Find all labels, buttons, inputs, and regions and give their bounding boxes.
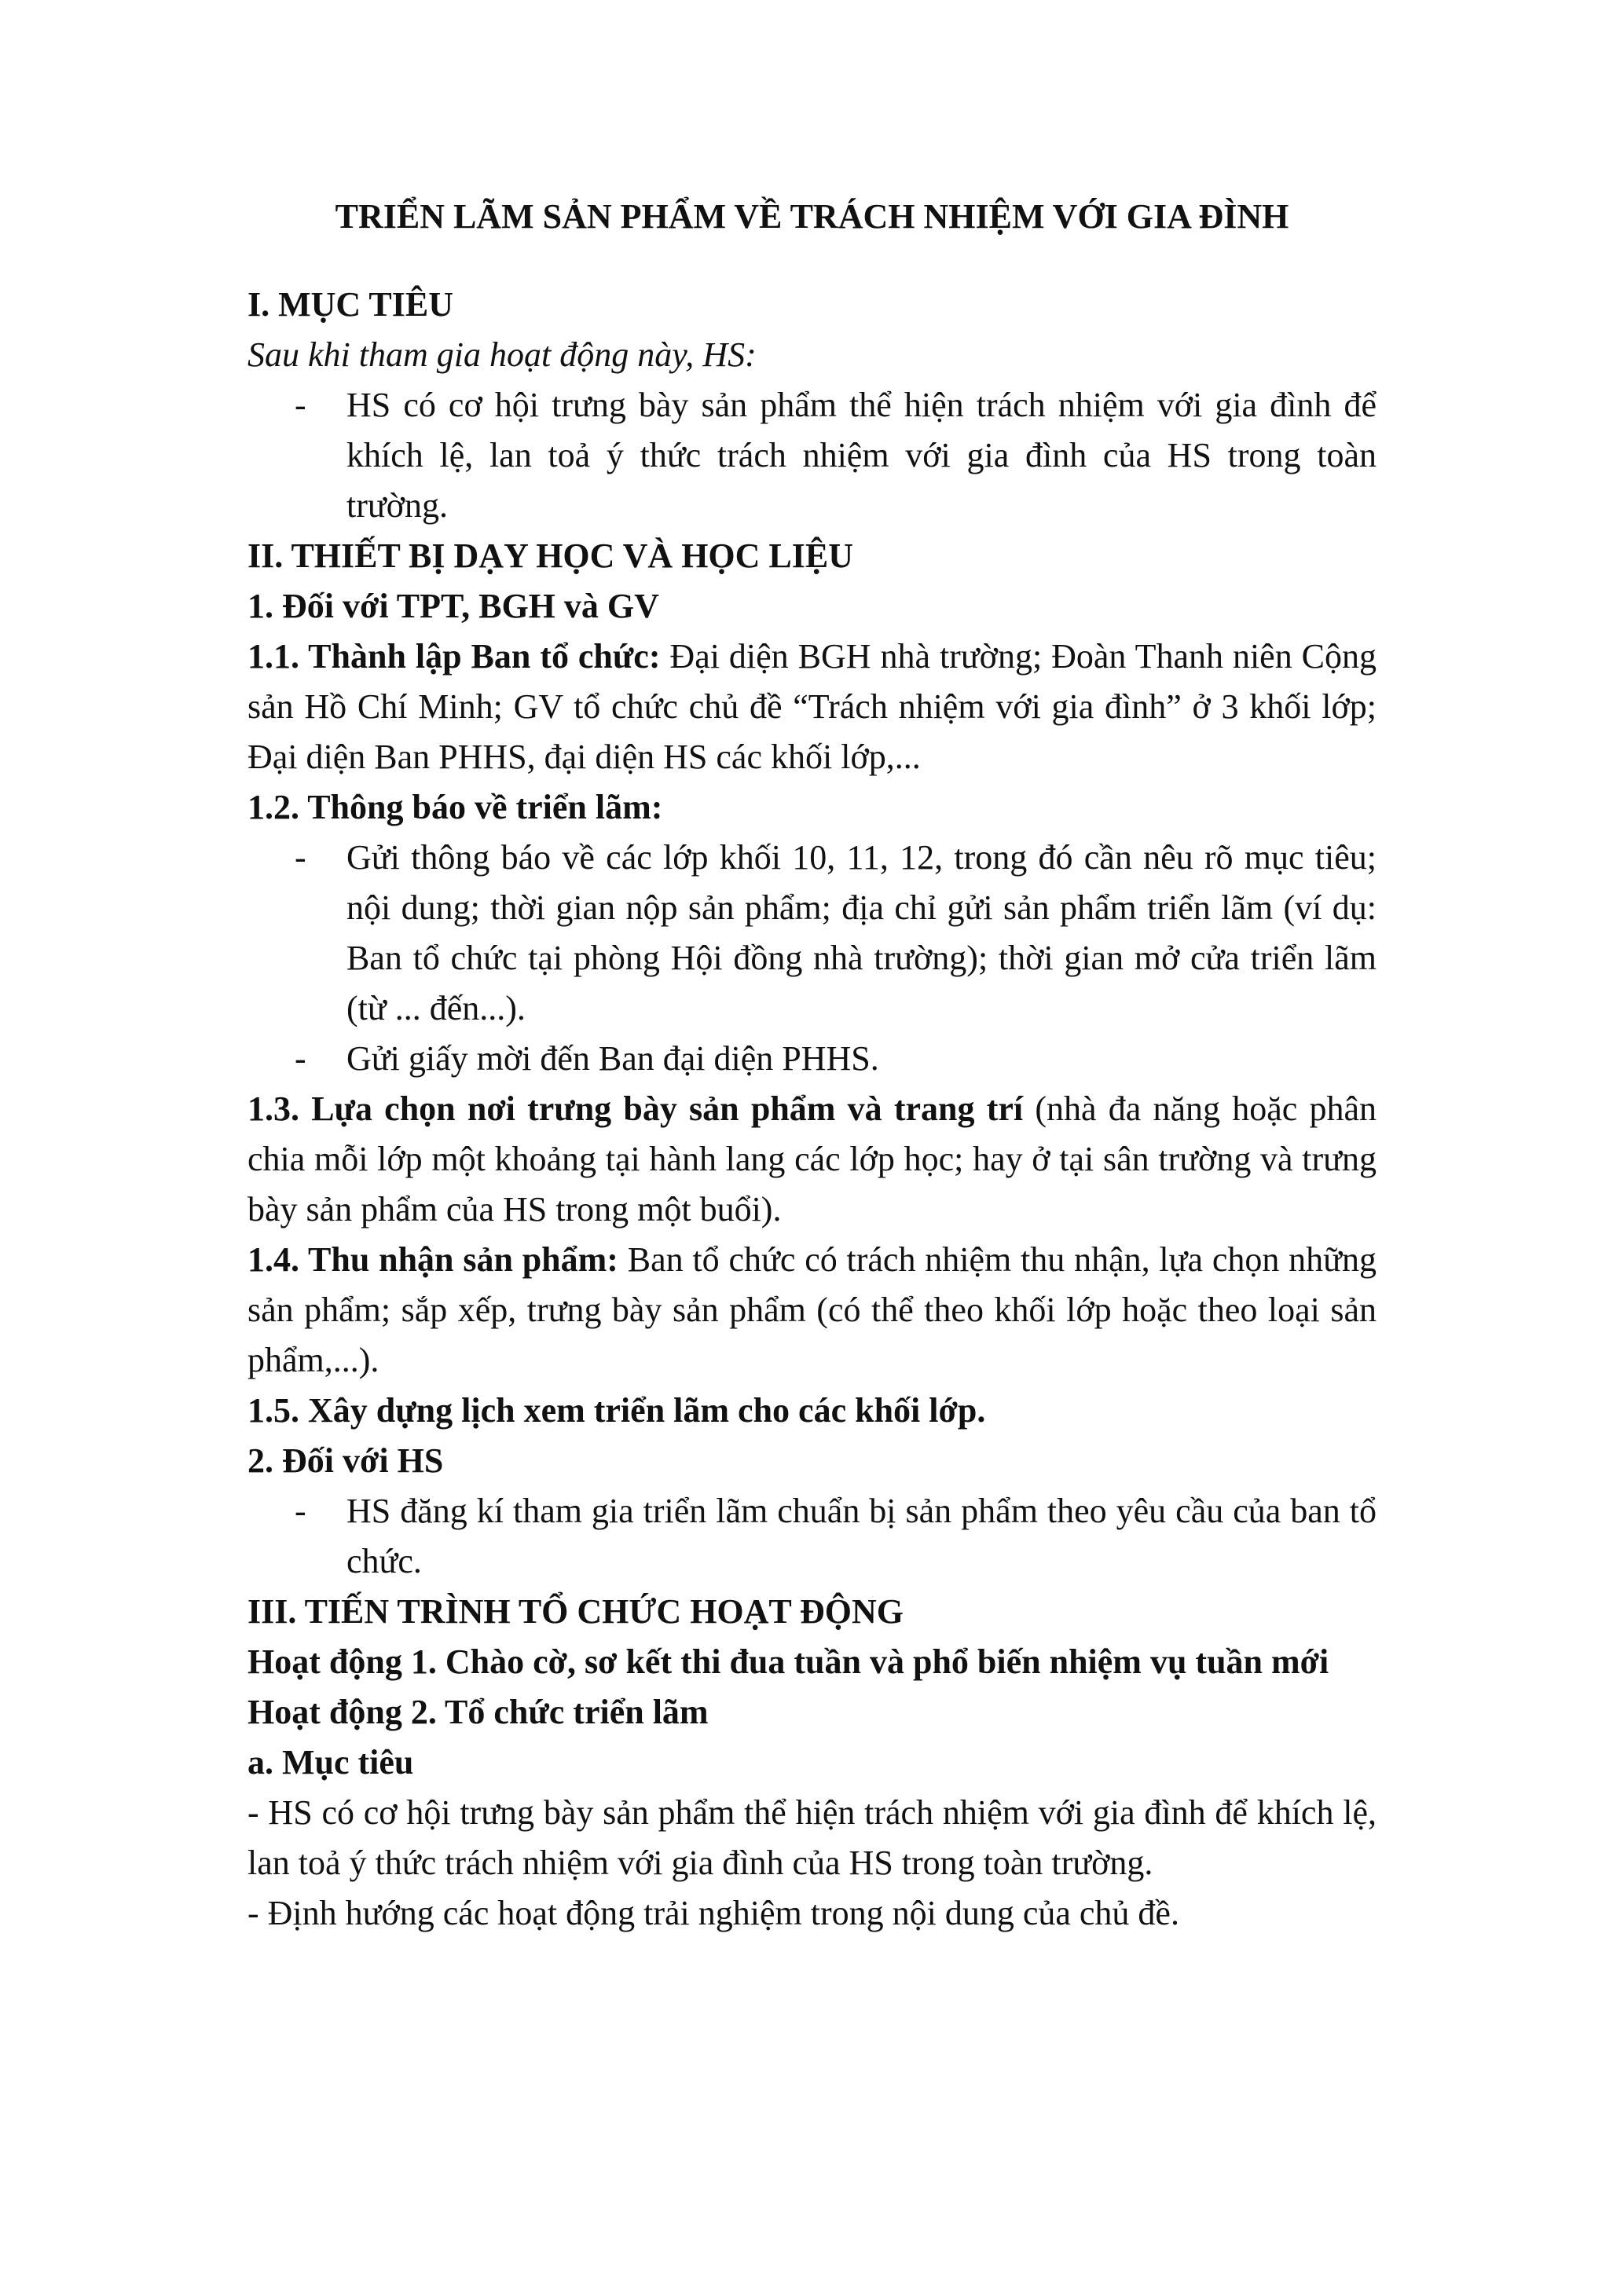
list-item-text: Gửi thông báo về các lớp khối 10, 11, 12, trong đó cần nêu rõ mục tiêu; nội dung; thời gian nộp sản phẩm; địa chỉ gửi sản phẩm triển lãm (ví dụ: Ban tổ chức tại phòng Hội đồng nhà trường); thời gian mở cửa triển lãm (từ ... đến...).	[346, 838, 1377, 1027]
goal-heading: a. Mục tiêu	[247, 1743, 414, 1782]
list-item-text: Gửi giấy mời đến Ban đại diện PHHS.	[346, 1039, 879, 1078]
document-title: TRIỂN LÃM SẢN PHẨM VỀ TRÁCH NHIỆM VỚI GIA ĐÌNH	[335, 197, 1289, 236]
subsection-1-heading: 1. Đối với TPT, BGH và GV	[247, 587, 659, 625]
goal-line: - Định hướng các hoạt động trải nghiệm trong nội dung của chủ đề.	[247, 1894, 1179, 1932]
item-1-1	[247, 632, 1377, 782]
item-1-5-label: 1.5. Xây dựng lịch xem triển lãm cho các khối lớp.	[247, 1391, 986, 1430]
section-1-heading: I. MỤC TIÊU	[247, 285, 454, 324]
item-1-3	[247, 1084, 1377, 1235]
bullet-dash: -	[295, 1039, 306, 1078]
bullet-dash: -	[295, 838, 306, 877]
list-item	[247, 833, 1377, 1034]
list-item	[247, 1486, 1377, 1587]
section-1-intro: Sau khi tham gia hoạt động này, HS:	[247, 335, 757, 374]
item-1-4	[247, 1235, 1377, 1386]
subsection-2-heading: 2. Đối với HS	[247, 1441, 444, 1480]
item-1-1-label: 1.1. Thành lập Ban tổ chức:	[247, 637, 661, 676]
bullet-dash: -	[295, 1492, 306, 1530]
list-item-text: HS có cơ hội trưng bày sản phẩm thể hiện trách nhiệm với gia đình để khích lệ, lan toả ý thức trách nhiệm với gia đình của HS trong toàn trường.	[346, 386, 1377, 525]
list-item	[247, 380, 1377, 531]
item-1-3-label: 1.3. Lựa chọn nơi trưng bày sản phẩm và trang trí	[247, 1089, 1024, 1128]
goal-line: - HS có cơ hội trưng bày sản phẩm thể hiện trách nhiệm với gia đình để khích lệ, lan toả ý thức trách nhiệm với gia đình của HS trong toàn trường.	[247, 1793, 1377, 1882]
list-item-text: HS đăng kí tham gia triển lãm chuẩn bị sản phẩm theo yêu cầu của ban tổ chức.	[346, 1492, 1377, 1580]
activity-2-heading: Hoạt động 2. Tổ chức triển lãm	[247, 1693, 709, 1731]
item-1-2-label: 1.2. Thông báo về triển lãm:	[247, 788, 663, 826]
item-1-1-text: Đại diện BGH nhà trường; Đoàn Thanh niên Cộng sản Hồ Chí Minh; GV tổ chức chủ đề “Trách nhiệm với gia đình” ở 3 khối lớp; Đại diện Ban PHHS, đại diện HS các khối lớp,...	[247, 637, 1377, 776]
bullet-dash: -	[295, 386, 306, 424]
activity-1-heading: Hoạt động 1. Chào cờ, sơ kết thi đua tuần và phổ biến nhiệm vụ tuần mới	[247, 1642, 1329, 1681]
list-item	[247, 1034, 1377, 1084]
section-3-heading: III. TIẾN TRÌNH TỔ CHỨC HOẠT ĐỘNG	[247, 1592, 904, 1631]
document-body	[247, 192, 1377, 1939]
item-1-4-text: Ban tổ chức có trách nhiệm thu nhận, lựa chọn những sản phẩm; sắp xếp, trưng bày sản phẩm (có thể theo khối lớp hoặc theo loại sản phẩm,...).	[247, 1240, 1377, 1379]
section-2-heading: II. THIẾT BỊ DẠY HỌC VÀ HỌC LIỆU	[247, 536, 854, 575]
item-1-4-label: 1.4. Thu nhận sản phẩm:	[247, 1240, 618, 1279]
item-1-3-text: (nhà đa năng hoặc phân chia mỗi lớp một khoảng tại hành lang các lớp học; hay ở tại sân trường và trưng bày sản phẩm của HS trong một buổi).	[247, 1089, 1377, 1229]
